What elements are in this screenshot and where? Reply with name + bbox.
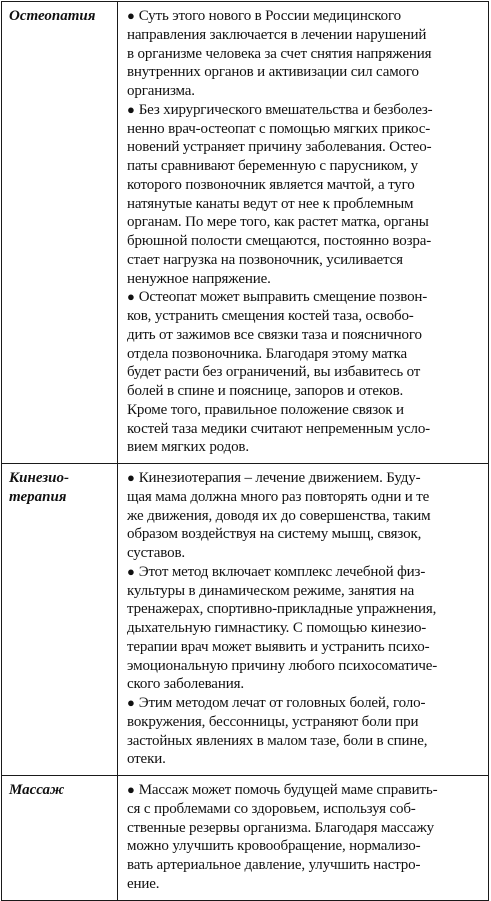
- term-cell: [2, 464, 118, 776]
- text-line: будет расти без ограничений, вы избавитесь от: [127, 364, 421, 381]
- text-line: ● Без хирургического вмешательства и безболез-: [127, 101, 433, 118]
- bullet-icon: ●: [127, 695, 135, 710]
- methods-table: [1, 1, 489, 901]
- text-line: ● Этот метод включает комплекс лечебной физ-: [127, 563, 426, 580]
- term-line: Остеопатия: [9, 8, 96, 24]
- description-cell: [118, 2, 489, 464]
- text-line: ков, устранить смещения костей таза, освобо-: [127, 308, 414, 324]
- text-line: отдела позвоночника. Благодаря этому матка: [127, 345, 407, 362]
- bullet-icon: ●: [127, 782, 135, 797]
- paragraph: [127, 7, 482, 101]
- term-cell: [2, 776, 118, 901]
- term-label: [9, 7, 111, 26]
- text-line: можно улучшить кровообращение, нормализо-: [127, 838, 421, 855]
- paragraph: [127, 563, 482, 694]
- table-row-massage: [2, 776, 489, 901]
- bullet-icon: ●: [127, 289, 135, 305]
- methods-table-body: [2, 2, 489, 901]
- text-line: дыхательную гимнастику. С помощью кинезио-: [127, 620, 427, 636]
- text-line: брюшной полости смещаются, постоянно возра-: [127, 233, 432, 249]
- text-line: ненужное напряжение.: [127, 270, 271, 287]
- text-line: застойных явлениях в малом тазе, боли в спине,: [127, 732, 428, 749]
- text-line: ненно врач-остеопат с помощью мягких прикос-: [127, 120, 431, 137]
- text-line: ● Кинезиотерапия – лечение движением. Буду-: [127, 470, 421, 486]
- text-line: же движения, доводя их до совершенства, таким: [127, 507, 431, 524]
- text-line: вать артериальное давление, улучшить настро-: [127, 857, 421, 873]
- text-line: культуры в динамическом режиме, занятия на: [127, 582, 415, 599]
- text-line: образом воздействуя на систему мышц, связок,: [127, 526, 422, 543]
- term-line: терапия: [9, 489, 67, 505]
- text-line: органам. По мере того, как растет матка, органы: [127, 214, 429, 231]
- text-line: вием мягких родов.: [127, 439, 249, 456]
- table-row-osteopathy: [2, 2, 489, 464]
- bullet-icon: ●: [127, 470, 135, 485]
- term-line: Кинезио-: [9, 470, 69, 486]
- text-line: направления заключается в лечении нарушений: [127, 26, 427, 43]
- text-line: щая мама должна много раз повторять одни и те: [127, 488, 430, 505]
- term-line: Массаж: [9, 782, 65, 798]
- text-line: ● Остеопат может выправить смещение позвон-: [127, 289, 428, 306]
- text-line: эмоциональную причину любого психосоматиче-: [127, 657, 438, 674]
- bullet-icon: ●: [127, 101, 135, 117]
- text-line: ся с проблемами со здоровьем, используя соб-: [127, 800, 416, 817]
- text-line: стает нагрузка на позвоночник, усиливается: [127, 251, 403, 268]
- text-line: ● Этим методом лечат от головных болей, голо-: [127, 695, 426, 711]
- paragraph: [127, 781, 482, 894]
- text-line: Кроме того, правильное положение связок и: [127, 401, 404, 418]
- text-line: в организме человека за счет снятия напряжения: [127, 45, 432, 62]
- text-line: вокружения, бессонницы, устраняют боли при: [127, 713, 419, 730]
- text-line: болей в спине и пояснице, запоров и отеков.: [127, 383, 404, 399]
- paragraph: [127, 101, 482, 289]
- text-line: натянутые канаты ведут от нее к проблемным: [127, 195, 414, 212]
- text-line: организма.: [127, 83, 195, 99]
- term-cell: [2, 2, 118, 464]
- text-line: паты сравнивают беременную с парусником, у: [127, 158, 418, 174]
- bullet-icon: ●: [127, 563, 135, 579]
- text-line: ственные резервы организма. Благодаря массажу: [127, 819, 435, 836]
- text-line: внутренних органов и активизации сил самого: [127, 64, 419, 81]
- text-line: ● Суть этого нового в России медицинского: [127, 8, 401, 24]
- paragraph: [127, 469, 482, 563]
- text-line: новений устраняет причину заболевания. Остео-: [127, 139, 432, 156]
- text-line: которого позвоночник является мачтой, а туго: [127, 176, 415, 193]
- text-line: ского заболевания.: [127, 676, 244, 693]
- text-line: терапии врач может выявить и устранить психо-: [127, 638, 430, 655]
- text-line: отеки.: [127, 751, 166, 768]
- paragraph: [127, 288, 482, 457]
- text-line: ● Массаж может помочь будущей маме справить-: [127, 782, 438, 798]
- paragraph: [127, 694, 482, 769]
- text-line: суставов.: [127, 545, 185, 561]
- text-line: ение.: [127, 875, 160, 892]
- term-label: [9, 781, 111, 800]
- term-label: [9, 469, 111, 507]
- bullet-icon: ●: [127, 8, 135, 23]
- table-row-kinesiotherapy: [2, 464, 489, 776]
- text-line: дить от зажимов все связки таза и поясничного: [127, 326, 422, 343]
- description-cell: [118, 776, 489, 901]
- text-line: тренажерах, спортивно-прикладные упражнения,: [127, 601, 437, 618]
- description-cell: [118, 464, 489, 776]
- text-line: костей таза медики считают непременным усло-: [127, 420, 431, 437]
